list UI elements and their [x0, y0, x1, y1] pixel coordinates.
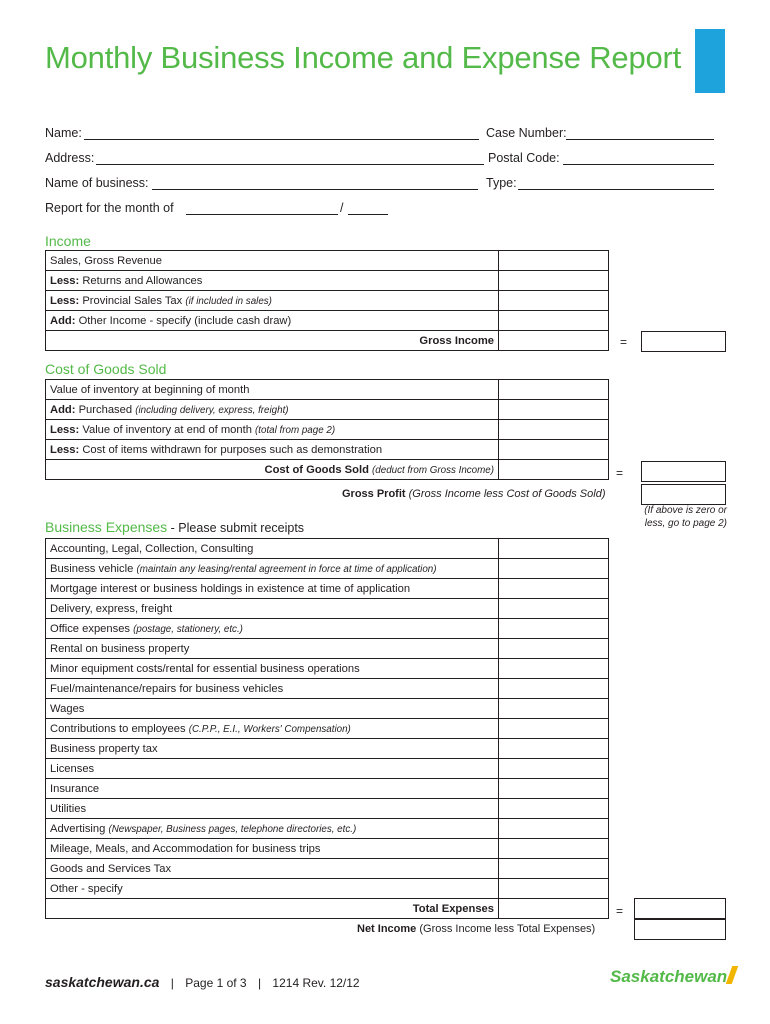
table-row: Insurance	[46, 779, 609, 799]
net-income-label: Net Income (Gross Income less Total Expenses)	[357, 923, 596, 935]
table-row: Goods and Services Tax	[46, 859, 609, 879]
cogs-table	[45, 379, 609, 480]
table-row: Less: Provincial Sales Tax (if included in sales)	[46, 291, 609, 311]
amount-input[interactable]	[499, 699, 609, 719]
amount-input[interactable]	[499, 679, 609, 699]
table-row: Advertising (Newspaper, Business pages, telephone directories, etc.)	[46, 819, 609, 839]
table-row: Business property tax	[46, 739, 609, 759]
business-name-field[interactable]	[152, 189, 478, 190]
net-income-box[interactable]	[634, 919, 726, 940]
table-row: Minor equipment costs/rental for essential business operations	[46, 659, 609, 679]
table-row	[46, 899, 609, 919]
amount-input[interactable]	[499, 271, 609, 291]
month-year-separator: /	[340, 201, 344, 215]
logo-mark-icon	[726, 966, 739, 984]
case-number-label: Case Number:	[486, 126, 567, 140]
amount-input[interactable]	[499, 291, 609, 311]
table-row: Delivery, express, freight	[46, 599, 609, 619]
amount-input[interactable]	[499, 759, 609, 779]
footer-separator: |	[257, 976, 262, 990]
cogs-total-label: Cost of Goods Sold (deduct from Gross Income)	[46, 460, 499, 480]
table-row: Value of inventory at beginning of month	[46, 380, 609, 400]
equals-sign: =	[620, 335, 628, 349]
table-row: Utilities	[46, 799, 609, 819]
report-month-label: Report for the month of	[45, 201, 174, 215]
table-row: Less: Value of inventory at end of month (total from page 2)	[46, 420, 609, 440]
total-expenses-box[interactable]	[634, 898, 726, 919]
postal-code-label: Postal Code:	[488, 151, 560, 165]
amount-input[interactable]	[499, 559, 609, 579]
saskatchewan-logo: Saskatchewan	[610, 966, 735, 987]
table-row: Less: Returns and Allowances	[46, 271, 609, 291]
table-row	[46, 331, 609, 351]
amount-input[interactable]	[499, 420, 609, 440]
equals-sign: =	[616, 904, 624, 918]
if-zero-note: (If above is zero or less, go to page 2)	[644, 505, 727, 529]
amount-input[interactable]	[499, 839, 609, 859]
table-row: Wages	[46, 699, 609, 719]
table-row	[46, 460, 609, 480]
amount-input[interactable]	[499, 619, 609, 639]
footer-site-link[interactable]: saskatchewan.ca	[45, 974, 160, 990]
form-number: 1214 Rev. 12/12	[272, 976, 360, 990]
total-expenses-label: Total Expenses	[46, 899, 499, 919]
amount-input[interactable]	[499, 579, 609, 599]
amount-input[interactable]	[499, 539, 609, 559]
table-row: Fuel/maintenance/repairs for business vehicles	[46, 679, 609, 699]
amount-input[interactable]	[499, 400, 609, 420]
gross-profit-label: Gross Profit (Gross Income less Cost of Goods Sold)	[342, 488, 606, 500]
gross-income-total-box[interactable]	[641, 331, 726, 352]
table-row: Sales, Gross Revenue	[46, 251, 609, 271]
cogs-heading: Cost of Goods Sold	[45, 361, 167, 377]
page-number: Page 1 of 3	[185, 976, 247, 990]
amount-input[interactable]	[499, 251, 609, 271]
table-row: Contributions to employees (C.P.P., E.I., Workers' Compensation)	[46, 719, 609, 739]
name-label: Name:	[45, 126, 82, 140]
business-name-label: Name of business:	[45, 176, 149, 190]
amount-input[interactable]	[499, 799, 609, 819]
table-row: Business vehicle (maintain any leasing/rental agreement in force at time of application)	[46, 559, 609, 579]
expenses-table	[45, 538, 609, 919]
gross-income-input[interactable]	[499, 331, 609, 351]
table-row: Licenses	[46, 759, 609, 779]
amount-input[interactable]	[499, 380, 609, 400]
amount-input[interactable]	[499, 859, 609, 879]
footer	[45, 974, 360, 990]
income-heading: Income	[45, 233, 91, 249]
table-row: Office expenses (postage, stationery, etc.)	[46, 619, 609, 639]
case-number-field[interactable]	[566, 139, 714, 140]
amount-input[interactable]	[499, 719, 609, 739]
table-row: Add: Purchased (including delivery, express, freight)	[46, 400, 609, 420]
amount-input[interactable]	[499, 311, 609, 331]
type-label: Type:	[486, 176, 517, 190]
postal-code-field[interactable]	[563, 164, 714, 165]
gross-profit-box[interactable]	[641, 484, 726, 505]
amount-input[interactable]	[499, 639, 609, 659]
equals-sign: =	[616, 466, 624, 480]
expenses-heading: Business Expenses - Please submit receipts	[45, 519, 305, 535]
report-year-field[interactable]	[348, 214, 388, 215]
cogs-total-input[interactable]	[499, 460, 609, 480]
amount-input[interactable]	[499, 739, 609, 759]
color-tab	[695, 29, 725, 93]
amount-input[interactable]	[499, 779, 609, 799]
table-row: Mileage, Meals, and Accommodation for business trips	[46, 839, 609, 859]
amount-input[interactable]	[499, 659, 609, 679]
amount-input[interactable]	[499, 819, 609, 839]
cogs-total-box[interactable]	[641, 461, 726, 482]
address-field[interactable]	[96, 164, 484, 165]
table-row: Add: Other Income - specify (include cash draw)	[46, 311, 609, 331]
table-row: Accounting, Legal, Collection, Consulting	[46, 539, 609, 559]
type-field[interactable]	[518, 189, 714, 190]
table-row: Mortgage interest or business holdings in existence at time of application	[46, 579, 609, 599]
page-title: Monthly Business Income and Expense Report	[45, 40, 682, 75]
table-row: Other - specify	[46, 879, 609, 899]
footer-separator: |	[170, 976, 174, 990]
gross-income-label: Gross Income	[46, 331, 499, 351]
amount-input[interactable]	[499, 879, 609, 899]
income-table	[45, 250, 609, 351]
table-row: Rental on business property	[46, 639, 609, 659]
name-field[interactable]	[84, 139, 479, 140]
address-label: Address:	[45, 151, 95, 165]
table-row: Less: Cost of items withdrawn for purposes such as demonstration	[46, 440, 609, 460]
amount-input[interactable]	[499, 599, 609, 619]
report-month-field[interactable]	[186, 214, 338, 215]
amount-input[interactable]	[499, 440, 609, 460]
total-expenses-input[interactable]	[499, 899, 609, 919]
